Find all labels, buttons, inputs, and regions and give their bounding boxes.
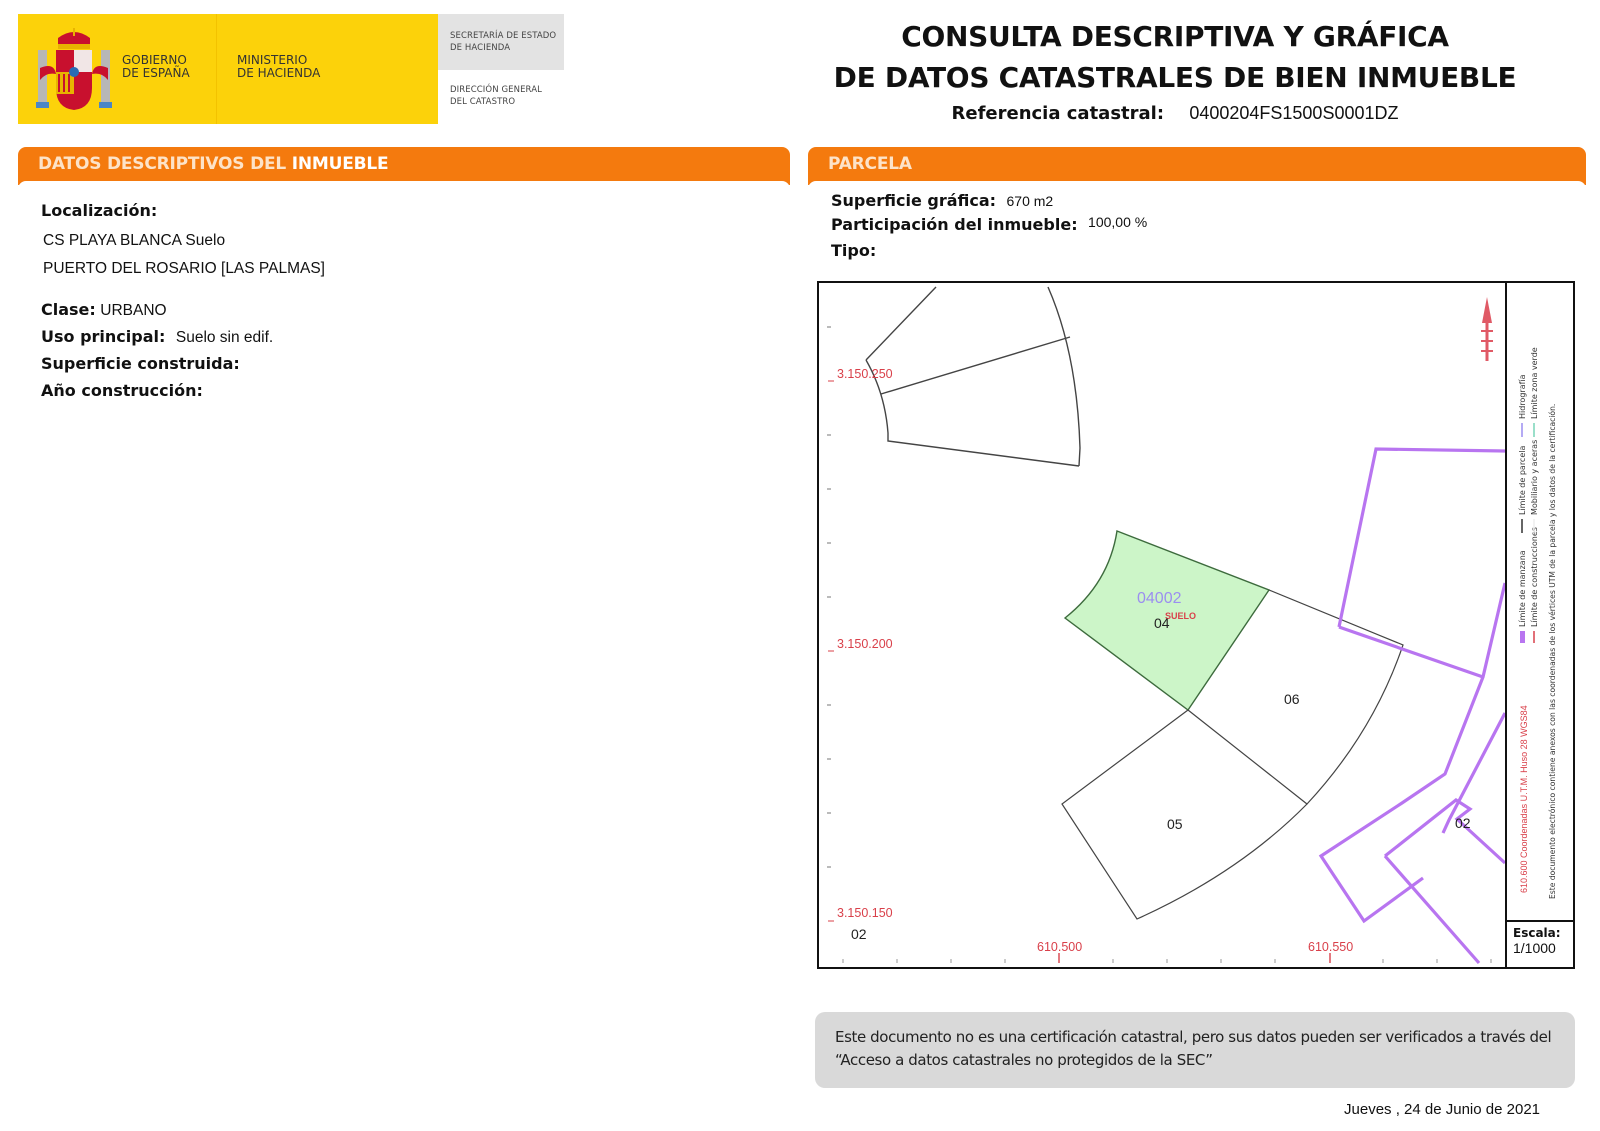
legend-electronic-note: Este documento electrónico contiene anexos con las coordenadas de los vértices UTM de la parcela y los datos de la certificación. xyxy=(1548,403,1557,899)
legend-construcciones: Límite de construcciones xyxy=(1530,527,1539,627)
superficie-grafica-label: Superficie gráfica: xyxy=(831,191,997,210)
uso-value: Suelo sin edif. xyxy=(175,329,274,346)
direccion-line1: DIRECCIÓN GENERAL xyxy=(450,85,542,95)
parcel-label-02-left: 02 xyxy=(851,926,867,942)
direccion-line2: DEL CATASTRO xyxy=(450,97,516,107)
localizacion-label: Localización: xyxy=(41,201,158,220)
secretaria-line2: DE HACIENDA xyxy=(450,43,511,53)
uso-row xyxy=(41,327,273,347)
y-coord-2: 3.150.200 xyxy=(837,637,893,651)
legend-parcela: Límite de parcela xyxy=(1518,445,1527,515)
cadastral-reference xyxy=(830,103,1520,125)
participacion-row xyxy=(831,215,1147,235)
gobierno-line2: DE ESPAÑA xyxy=(122,66,190,80)
section-title-part-1: DATOS DESCRIPTIVOS DEL xyxy=(38,154,292,174)
participacion-value: 100,00 % xyxy=(1088,214,1148,230)
ministerio-line1: MINISTERIO xyxy=(237,53,308,67)
secretaria-line1: SECRETARÍA DE ESTADO xyxy=(450,31,557,41)
section-header-parcela xyxy=(808,147,1586,185)
x-coord-2: 610.550 xyxy=(1308,940,1354,954)
north-arrow-icon xyxy=(1481,297,1493,361)
legend-zona-verde: Límite zona verde xyxy=(1530,347,1539,419)
map-drawing xyxy=(819,283,1505,967)
scale-value: 1/1000 xyxy=(1513,940,1556,956)
title-line-2: DE DATOS CATASTRALES DE BIEN INMUEBLE xyxy=(833,61,1517,94)
legend-manzana: Límite de manzana xyxy=(1518,550,1527,627)
ministerio-panel xyxy=(216,14,438,124)
section-title-part-2: INMUEBLE xyxy=(291,154,389,174)
x-coord-1: 610.500 xyxy=(1037,940,1083,954)
parcel-ref-label: 04002 xyxy=(1137,590,1182,607)
notice-text: Este documento no es una certificación catastral, pero sus datos pueden ser verificados a través del “Acceso a datos catastrales no protegidos de la SEC” xyxy=(835,1028,1552,1069)
participacion-label: Participación del inmueble: xyxy=(831,215,1078,234)
scale-label: Escala: xyxy=(1513,926,1561,940)
anio-construccion-label: Año construcción: xyxy=(41,381,203,400)
legend-coords-note: 610.600 Coordenadas U.T.M. Huso 28 WGS84 xyxy=(1519,705,1529,893)
clase-row xyxy=(41,300,167,320)
tipo-label: Tipo: xyxy=(831,241,877,260)
parcel-label-02-right: 02 xyxy=(1455,815,1471,831)
map-legend xyxy=(1507,283,1573,920)
y-coord-1: 3.150.250 xyxy=(837,367,893,381)
parcel-label-06: 06 xyxy=(1284,691,1300,707)
agency-panel xyxy=(438,14,564,124)
title-line-1: CONSULTA DESCRIPTIVA Y GRÁFICA xyxy=(901,20,1449,53)
parcel-tag-label: SUELO xyxy=(1165,611,1197,621)
coat-of-arms-icon xyxy=(36,28,112,114)
page-title xyxy=(830,16,1520,98)
legend-mobiliario: Mobiliario y aceras xyxy=(1530,439,1539,515)
reference-label: Referencia catastral: xyxy=(951,103,1165,124)
parcela-title: PARCELA xyxy=(828,154,912,174)
y-coord-3: 3.150.150 xyxy=(837,906,893,920)
section-header-datos-descriptivos xyxy=(18,147,790,185)
address-line-2: PUERTO DEL ROSARIO [LAS PALMAS] xyxy=(43,260,325,277)
gobierno-espana-panel xyxy=(18,14,216,124)
reference-value: 0400204FS1500S0001DZ xyxy=(1189,103,1399,123)
uso-label: Uso principal: xyxy=(41,327,166,346)
government-logo xyxy=(18,14,564,124)
superficie-grafica-value: 670 m2 xyxy=(1006,193,1054,209)
ministerio-line2: DE HACIENDA xyxy=(237,66,321,80)
verification-notice xyxy=(815,1012,1575,1088)
clase-value: URBANO xyxy=(100,302,167,319)
superficie-construida-label: Superficie construida: xyxy=(41,354,240,373)
cadastral-map[interactable] xyxy=(817,281,1575,969)
document-date: Jueves , 24 de Junio de 2021 xyxy=(1344,1101,1540,1118)
legend-hidrografia: Hidrografía xyxy=(1518,374,1527,419)
address-line-1: CS PLAYA BLANCA Suelo xyxy=(43,232,226,249)
parcel-label-05: 05 xyxy=(1167,816,1183,832)
parcel-label-04: 04 xyxy=(1154,615,1170,631)
scale-box xyxy=(1507,920,1573,967)
clase-label: Clase: xyxy=(41,300,96,319)
superficie-grafica-row xyxy=(831,191,1053,211)
gobierno-line1: GOBIERNO xyxy=(122,53,187,67)
